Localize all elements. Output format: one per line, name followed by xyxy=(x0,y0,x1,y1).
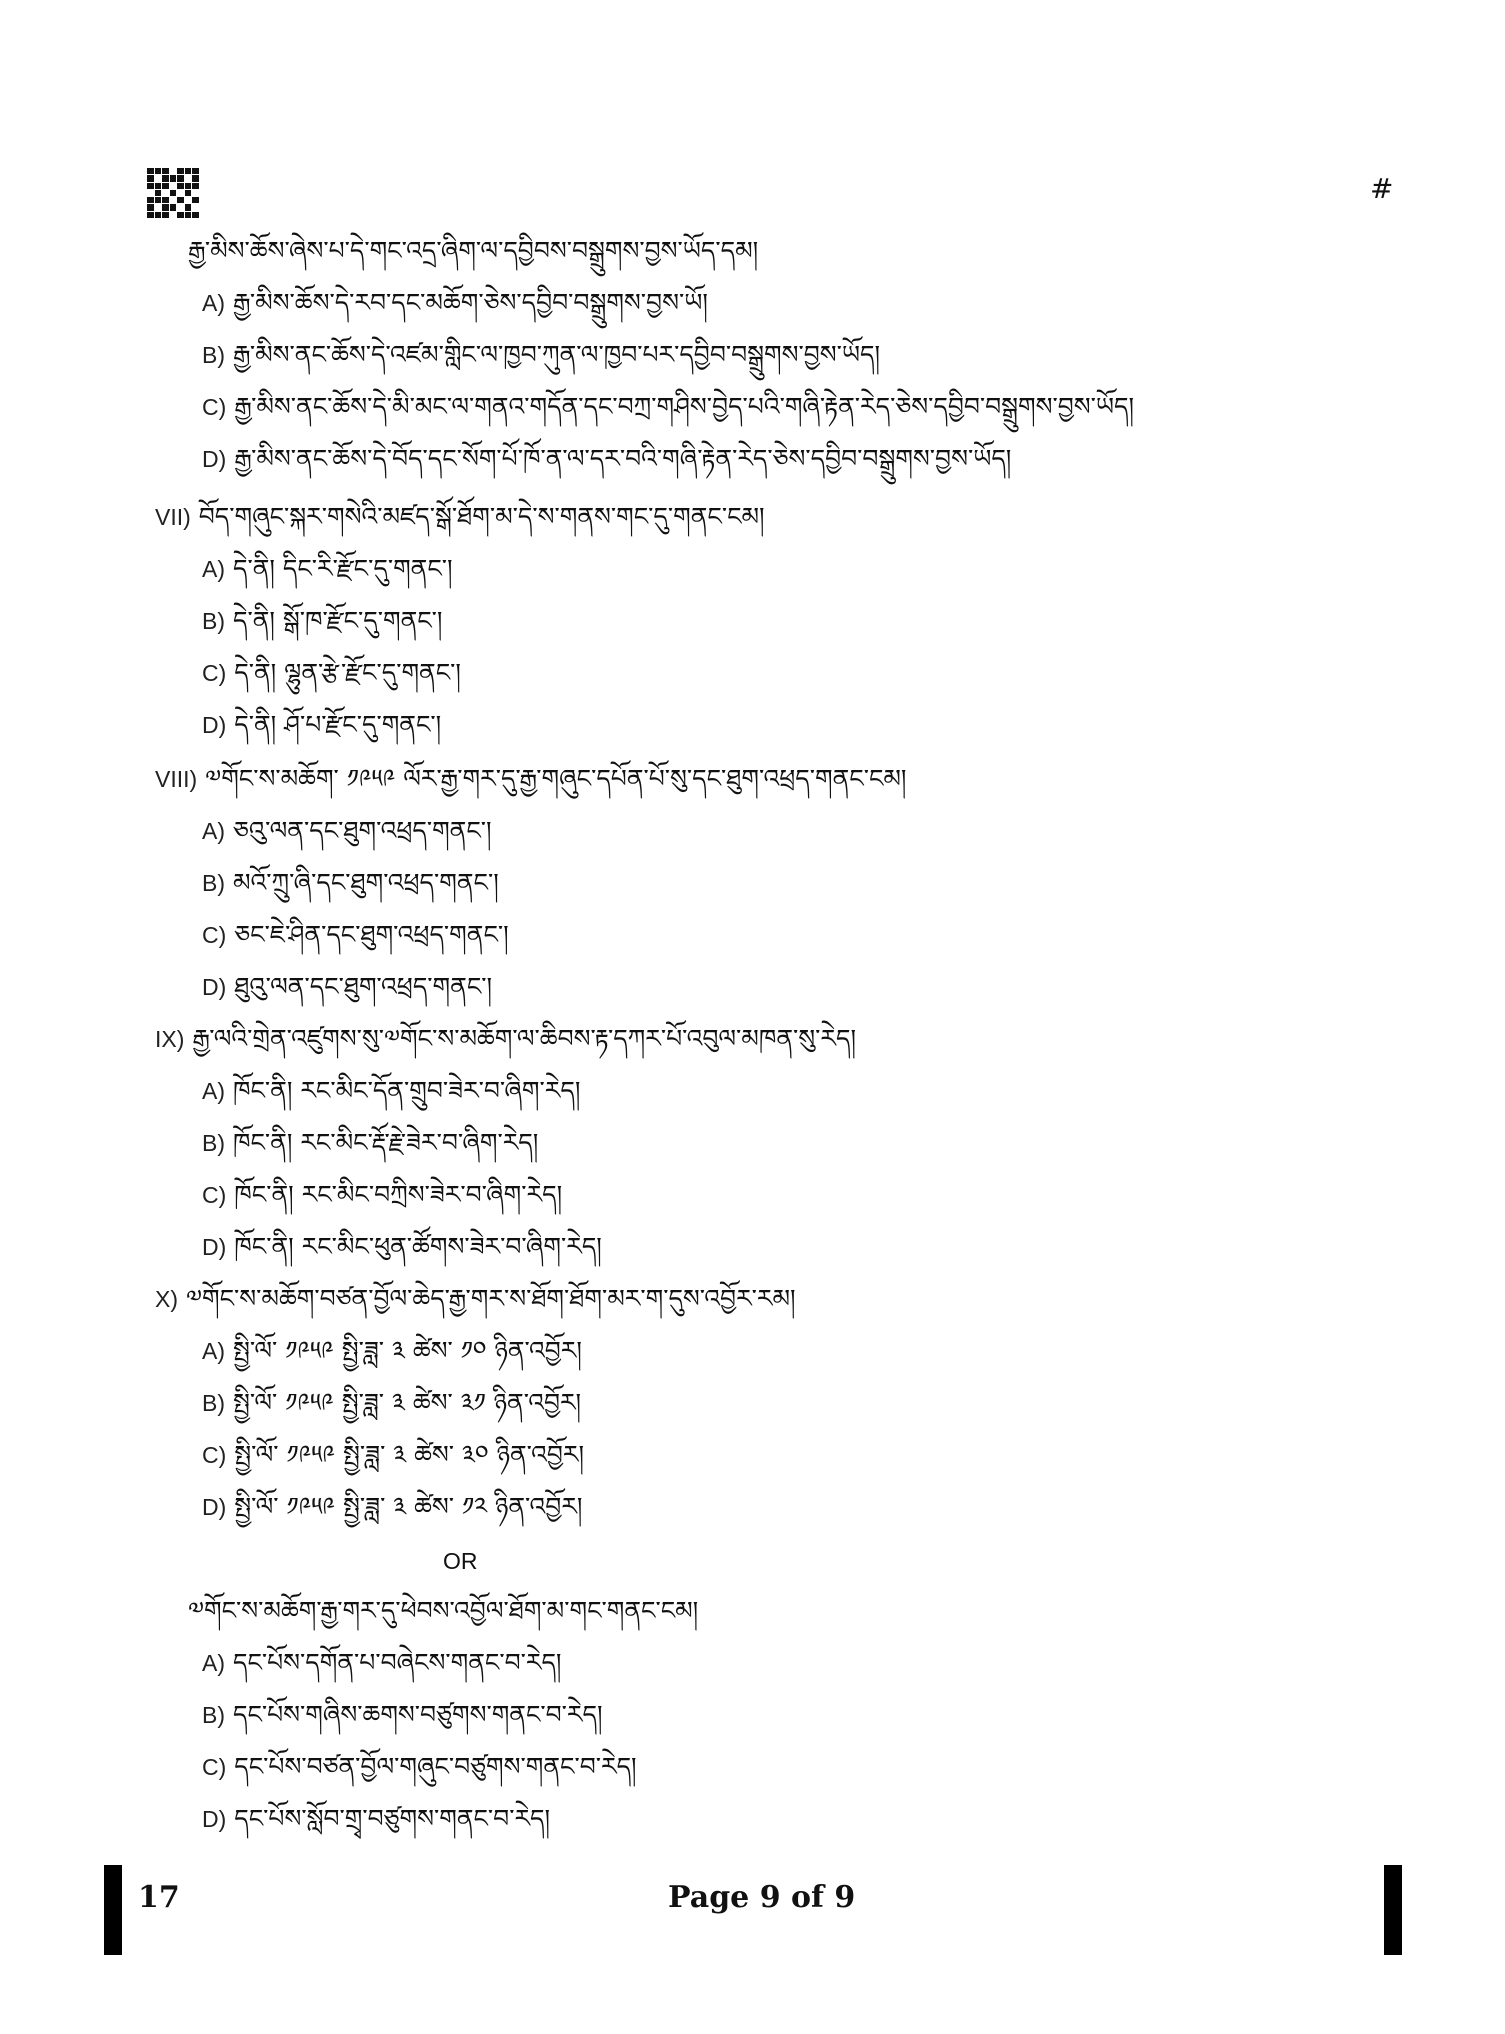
question-text: བོད་གཞུང་སྐར་གསེའི་མཛད་སྒོ་ཐོག་མ་དེ་ས་གནས་གང་དུ་གནང་ངམ། xyxy=(198,502,765,531)
option-d xyxy=(202,970,492,1004)
question-number: IX) xyxy=(155,1026,185,1052)
option-label: C) xyxy=(202,1754,227,1780)
question-viii xyxy=(155,762,906,796)
option-text: དང་པོས་བཙན་བྱོལ་གཞུང་བཙུགས་གནང་བ་རེད། xyxy=(234,1752,637,1781)
option-text: རྒྱ་མིས་ནང་ཆོས་དེ་བོད་དང་སོག་པོ་ཁོ་ན་ལ་དར་བའི་གཞི་རྟེན་རེད་ཅེས་དབྱིབ་བསྒྲུགས་བྱས་ཡོད། xyxy=(234,444,1012,473)
option-label: D) xyxy=(202,1806,227,1832)
option-text: ཁོང་ནི། རང་མིང་བཀྲིས་ཟེར་བ་ཞིག་རེད། xyxy=(234,1180,563,1209)
option-a xyxy=(202,1074,580,1108)
option-label: D) xyxy=(202,1234,227,1260)
option-label: C) xyxy=(202,1182,227,1208)
option-label: B) xyxy=(202,1130,225,1156)
or-separator: OR xyxy=(443,1548,478,1574)
option-text: རྒྱ་མིས་ནང་ཆོས་དེ་མི་མང་ལ་གནའ་གདོན་དང་བཀྲ་གཤིས་བྱེད་པའི་གཞི་རྟེན་རེད་ཅེས་དབྱིབ་བསྒྲུགས་བྱས་ཡོད། xyxy=(234,392,1135,421)
question-ix xyxy=(155,1022,856,1056)
option-label: B) xyxy=(202,1702,225,1728)
corner-mark: # xyxy=(1370,172,1394,205)
option-a xyxy=(202,552,453,586)
option-label: D) xyxy=(202,1494,227,1520)
option-text: ཐུའུ་ལན་དང་ཐུག་འཕྲད་གནང་། xyxy=(234,972,493,1001)
option-text: སྤྱི་ལོ་ ༡༩༥༩ སྤྱི་ཟླ་ ༣ ཚེས་ ༣༡ ཉིན་འབྱོར། xyxy=(233,1388,582,1417)
option-text: དང་པོས་སློབ་གྲྭ་བཙུགས་གནང་བ་རེད། xyxy=(234,1804,551,1833)
option-label: A) xyxy=(202,1078,225,1104)
option-label: D) xyxy=(202,446,227,472)
footer-left-bar xyxy=(104,1865,122,1955)
option-c xyxy=(202,1438,584,1472)
option-label: A) xyxy=(202,1650,225,1676)
question-number: VII) xyxy=(155,504,191,530)
option-b xyxy=(202,1126,538,1160)
option-label: A) xyxy=(202,1338,225,1364)
question-text: ༧གོང་ས་མཆོག་ ༡༩༥༩ ལོར་རྒྱ་གར་དུ་རྒྱ་གཞུང་དཔོན་པོ་སུ་དང་ཐུག་འཕྲད་གནང་ངམ། xyxy=(205,764,907,793)
option-text: དེ་ནི། སྒོ་ཁ་རྫོང་དུ་གནང་། xyxy=(233,606,443,635)
option-text: ཅའུ་ལན་དང་ཐུག་འཕྲད་གནང་། xyxy=(233,816,492,845)
option-d xyxy=(202,1230,602,1264)
option-label: A) xyxy=(202,818,225,844)
option-label: C) xyxy=(202,922,227,948)
option-label: B) xyxy=(202,342,225,368)
question-text: ༧གོང་ས་མཆོག་བཙན་བྱོལ་ཆེད་རྒྱ་གར་ས་ཐོག་ཐོག་མར་ག་དུས་འབྱོར་རམ། xyxy=(186,1284,796,1313)
option-label: B) xyxy=(202,1390,225,1416)
option-a xyxy=(202,814,492,848)
option-label: C) xyxy=(202,394,227,420)
option-label: B) xyxy=(202,870,225,896)
option-label: A) xyxy=(202,556,225,582)
option-c xyxy=(202,1750,637,1784)
question-x xyxy=(155,1282,796,1316)
question-text: རྒྱ་མིས་ཆོས་ཞེས་པ་དེ་གང་འདྲ་ཞིག་ལ་དབྱིབས་བསྒྲུགས་བྱས་ཡོད་དམ། xyxy=(188,236,759,265)
option-d xyxy=(202,442,1011,476)
option-a xyxy=(202,1334,582,1368)
option-text: དང་པོས་གཞིས་ཆགས་བཙུགས་གནང་བ་རེད། xyxy=(233,1700,603,1729)
option-text: དང་པོས་དགོན་པ་བཞེངས་གནང་བ་རེད། xyxy=(233,1648,562,1677)
question-number: X) xyxy=(155,1286,178,1312)
option-d xyxy=(202,1802,550,1836)
option-text: ཁོང་ནི། རང་མིང་ཕུན་ཚོགས་ཟེར་བ་ཞིག་རེད། xyxy=(234,1232,602,1261)
option-d xyxy=(202,1490,582,1524)
option-text: སྤྱི་ལོ་ ༡༩༥༩ སྤྱི་ཟླ་ ༣ ཚེས་ ༡༢ ཉིན་འབྱོར། xyxy=(234,1492,583,1521)
option-label: B) xyxy=(202,608,225,634)
option-text: རྒྱ་མིས་ཆོས་དེ་རབ་དང་མཆོག་ཅེས་དབྱིབ་བསྒྲུགས་བྱས་ཡོ། xyxy=(233,288,708,317)
option-c xyxy=(202,1178,562,1212)
question-number: VIII) xyxy=(155,766,198,792)
alternate-question-text: ༧གོང་ས་མཆོག་རྒྱ་གར་དུ་ཕེབས་འབྱོལ་ཐོག་མ་གང་གནང་ངམ། xyxy=(188,1596,699,1625)
option-text: རྒྱ་མིས་ནང་ཆོས་དེ་འཛམ་གླིང་ལ་ཁྱབ་ཀུན་ལ་ཁྱབ་པར་དབྱིབ་བསྒྲུགས་བྱས་ཡོད། xyxy=(233,340,881,369)
footer-code: 17 xyxy=(138,1880,180,1915)
page-number: Page 9 of 9 xyxy=(668,1880,856,1915)
option-b xyxy=(202,1698,603,1732)
question-text: རྒྱ་ལའི་གྲེན་འཛུགས་སུ་༧གོང་ས་མཆོག་ལ་ཆིབས་རྟ་དཀར་པོ་འབུལ་མཁན་སུ་རེད། xyxy=(192,1024,856,1053)
option-c xyxy=(202,390,1134,424)
option-label: C) xyxy=(202,1442,227,1468)
option-a xyxy=(202,1646,561,1680)
option-a xyxy=(202,286,708,320)
footer-right-bar xyxy=(1384,1865,1402,1955)
option-label: C) xyxy=(202,660,227,686)
option-text: དེ་ནི། ཤོ་པ་རྫོང་དུ་གནང་། xyxy=(234,710,442,739)
option-text: ཁོང་ནི། རང་མིང་དོན་གྲུབ་ཟེར་བ་ཞིག་རེད། xyxy=(233,1076,581,1105)
option-text: སྤྱི་ལོ་ ༡༩༥༩ སྤྱི་ཟླ་ ༣ ཚེས་ ༡༠ ཉིན་འབྱོར། xyxy=(233,1336,582,1365)
option-label: D) xyxy=(202,712,227,738)
option-text: མའོ་ཀྲུ་ཞི་དང་ཐུག་འཕྲད་གནང་། xyxy=(233,868,499,897)
option-label: D) xyxy=(202,974,227,1000)
option-c xyxy=(202,918,509,952)
option-b xyxy=(202,604,442,638)
option-b xyxy=(202,1386,581,1420)
option-label: A) xyxy=(202,290,225,316)
question-vii xyxy=(155,500,765,534)
option-text: སྤྱི་ལོ་ ༡༩༥༩ སྤྱི་ཟླ་ ༣ ཚེས་ ༣༠ ཉིན་འབྱོར། xyxy=(234,1440,585,1469)
option-c xyxy=(202,656,461,690)
option-b xyxy=(202,338,880,372)
option-d xyxy=(202,708,441,742)
qr-code xyxy=(147,168,199,218)
option-text: དེ་ནི། ལྷུན་རྩེ་རྫོང་དུ་གནང་། xyxy=(234,658,461,687)
option-text: དེ་ནི། དིང་རི་རྫོང་དུ་གནང་། xyxy=(233,554,453,583)
option-text: ཁོང་ནི། རང་མིང་རྡོ་རྗེ་ཟེར་བ་ཞིག་རེད། xyxy=(233,1128,539,1157)
option-b xyxy=(202,866,499,900)
option-text: ཅང་ཇེ་ཤིན་དང་ཐུག་འཕྲད་གནང་། xyxy=(234,920,509,949)
